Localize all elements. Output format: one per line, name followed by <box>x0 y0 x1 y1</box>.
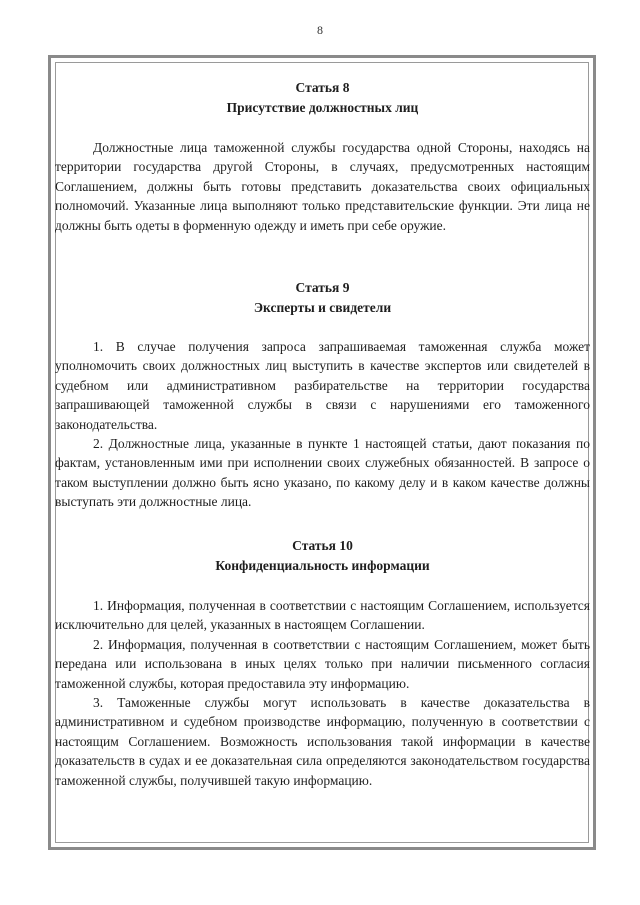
article-title: Конфиденциальность информации <box>215 558 430 573</box>
article-8 <box>55 78 590 235</box>
paragraph: 2. Должностные лица, указанные в пункте 1 настоящей статьи, дают показания по фактам, установленным ими при исполнении своих служебных обязанностей. В запросе о таком выступлении должно быть ясно указано, по какому делу и в каком качестве должны выступать эти должностные лица. <box>55 436 590 510</box>
article-9 <box>55 278 590 512</box>
page-number: 8 <box>317 23 323 37</box>
article-title: Эксперты и свидетели <box>253 300 392 315</box>
paragraph: Должностные лица таможенной службы государства одной Стороны, находясь на территории государства другой Стороны, в случаях, предусмотренных настоящим Соглашением, должны быть готовы представить доказательства своих официальных полномочий. Указанные лица выполняют только представительские функции. Эти лица не должны быть одеты в форменную одежду и иметь при себе оружие. <box>55 140 590 233</box>
paragraph: 3. Таможенные службы могут использовать в качестве доказательства в административном и судебном производстве информацию, полученную в соответствии с настоящим Соглашением. Возможность использования такой информации в качестве доказательств в судах и ее доказательная сила определяются законодательством государства таможенной службы, получившей такую информацию. <box>55 695 590 788</box>
article-10 <box>55 536 590 790</box>
article-number: Статья 9 <box>295 280 350 295</box>
paragraph: 1. Информация, полученная в соответствии с настоящим Соглашением, используется исключительно для целей, указанных в настоящем Соглашении. <box>55 598 590 633</box>
article-number: Статья 8 <box>295 80 350 95</box>
paragraph: 2. Информация, полученная в соответствии с настоящим Соглашением, может быть передана или использована в иных целях только при наличии письменного согласия таможенной службы, которая предоставила эту информацию. <box>55 636 590 691</box>
paragraph: 1. В случае получения запроса запрашиваемая таможенная служба может уполномочить своих должностных лиц выступить в качестве экспертов или свидетелей в судебном или административном разбирательстве на территории государства запрашивающей таможенной службы в связи с нарушениями его таможенного законодательства. <box>55 339 590 432</box>
article-number: Статья 10 <box>292 538 353 553</box>
article-title: Присутствие должностных лиц <box>226 100 419 115</box>
